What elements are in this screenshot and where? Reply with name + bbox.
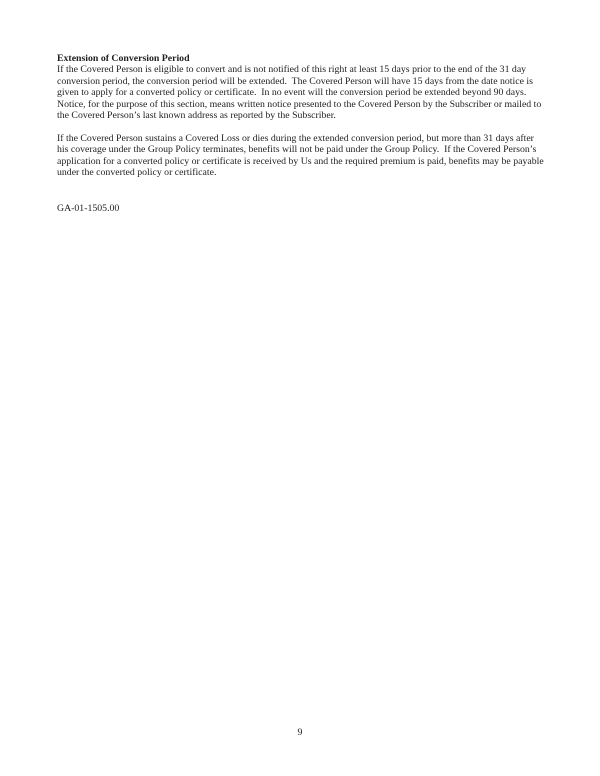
page-number: 9 xyxy=(297,727,303,738)
form-number: GA-01-1505.00 xyxy=(57,203,120,215)
document-content xyxy=(57,53,547,215)
paragraph-conversion-extension: If the Covered Person is eligible to convert and is not notified of this right at least 15 days prior to the end of the 31 day conversion period, the conversion period will be extended. The Covered Person will have 15 days from the date notice is given to apply for a converted policy or certificate. In no event will the conversion period be extended beyond 90 days. Notice, for the purpose of this section, means written notice presented to the Covered Person by the Subscriber or mailed to the Covered Person’s last known address as reported by the Subscriber. xyxy=(57,64,544,122)
section-heading: Extension of Conversion Period xyxy=(57,53,190,64)
paragraph-covered-loss: If the Covered Person sustains a Covered Loss or dies during the extended conversion period, but more than 31 days after his coverage under the Group Policy terminates, benefits will not be paid under the Group Policy. If the Covered Person’s application for a converted policy or certificate is received by Us and the required premium is paid, benefits may be payable under the converted policy or certificate. xyxy=(57,132,547,179)
